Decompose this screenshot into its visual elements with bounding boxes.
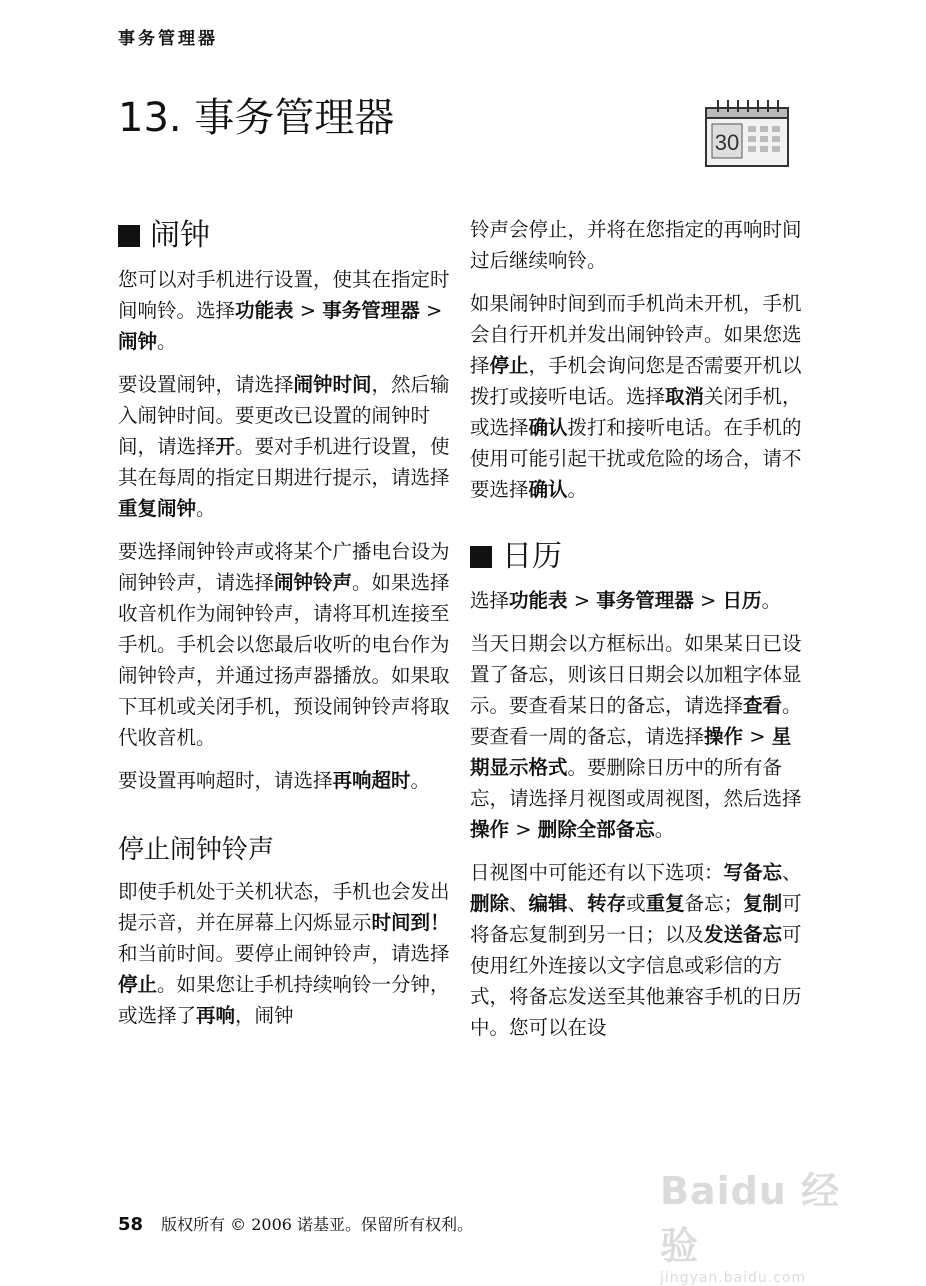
section-square-icon bbox=[470, 546, 492, 568]
page-number: 58 bbox=[118, 1214, 144, 1235]
right-column bbox=[470, 214, 804, 1055]
menu-term: 闹钟时间 bbox=[293, 373, 372, 396]
section-square-icon bbox=[118, 225, 140, 247]
menu-term: 转存 bbox=[587, 892, 627, 915]
menu-term: 重复 bbox=[645, 892, 685, 915]
menu-term: 闹钟 bbox=[118, 330, 158, 353]
menu-term: 停止 bbox=[118, 973, 158, 996]
paragraph: 您可以对手机进行设置，使其在指定时间响铃。选择功能表 > 事务管理器 > 闹钟。 bbox=[118, 268, 450, 353]
menu-term: 操作 bbox=[470, 818, 510, 841]
page-footer bbox=[118, 1212, 473, 1235]
menu-term: 功能表 bbox=[509, 589, 568, 612]
paragraph: 即使手机处于关机状态，手机也会发出提示音，并在屏幕上闪烁显示时间到！和当前时间。要停止闹钟铃声，请选择停止。如果您让手机持续响铃一分钟，或选择了再响，闹钟 bbox=[118, 880, 450, 1027]
left-column bbox=[118, 214, 452, 1043]
section-heading-calendar: 日历 bbox=[470, 535, 804, 579]
calendar-icon-text: 30 bbox=[714, 130, 740, 155]
menu-term: 停止 bbox=[489, 354, 529, 377]
paragraph: 要设置再响超时，请选择再响超时。 bbox=[118, 769, 431, 792]
menu-term: 时间到！ bbox=[371, 911, 450, 934]
menu-term: 再响超时 bbox=[332, 769, 411, 792]
menu-term: 星期显示格式 bbox=[470, 725, 792, 779]
paragraph: 要设置闹钟，请选择闹钟时间，然后输入闹钟时间。要更改已设置的闹钟时间，请选择开。要对手机进行设置，使其在每周的指定日期进行提示，请选择重复闹钟。 bbox=[118, 373, 450, 520]
menu-term: 再响 bbox=[196, 1004, 236, 1027]
running-header: 事务管理器 bbox=[118, 29, 218, 49]
menu-term: 事务管理器 bbox=[322, 299, 420, 322]
paragraph: 如果闹钟时间到而手机尚未开机，手机会自行开机并发出闹钟铃声。如果您选择停止，手机会询问您是否需要开机以拨打或接听电话。选择取消关闭手机，或选择确认拨打和接听电话。在手机的使用可能引起干扰或危险的场合，请不要选择确认。 bbox=[470, 292, 802, 501]
menu-term: 查看 bbox=[743, 694, 783, 717]
calendar-icon bbox=[704, 98, 790, 168]
menu-term: 确认 bbox=[528, 416, 568, 439]
paragraph: 日视图中可能还有以下选项：写备忘、删除、编辑、转存或重复备忘；复制可将备忘复制到另一日；以及发送备忘可使用红外连接以文字信息或彩信的方式，将备忘发送至其他兼容手机的日历中。您可以在设 bbox=[470, 861, 802, 1039]
menu-term: 闹钟铃声 bbox=[274, 571, 353, 594]
menu-term: 删除全部备忘 bbox=[537, 818, 655, 841]
menu-term: 操作 bbox=[704, 725, 744, 748]
menu-term: 写备忘 bbox=[723, 861, 783, 884]
paragraph: 要选择闹钟铃声或将某个广播电台设为闹钟铃声，请选择闹钟铃声。如果选择收音机作为闹钟铃声，请将耳机连接至手机。手机会以您最后收听的电台作为闹钟铃声，并通过扬声器播放。如果取下耳机或关闭手机，预设闹钟铃声将取代收音机。 bbox=[118, 540, 450, 749]
chapter-title: 13. 事务管理器 bbox=[118, 95, 395, 141]
watermark-url: jingyan.baidu.com bbox=[660, 1270, 807, 1286]
menu-term: 发送备忘 bbox=[704, 923, 783, 946]
copyright-text: 版权所有 © 2006 诺基亚。保留所有权利。 bbox=[161, 1215, 474, 1234]
menu-term: 开 bbox=[215, 435, 236, 458]
menu-term: 复制 bbox=[743, 892, 783, 915]
section-heading-alarm: 闹钟 bbox=[118, 214, 452, 258]
watermark bbox=[660, 1160, 850, 1286]
paragraph: 当天日期会以方框标出。如果某日已设置了备忘，则该日日期会以加粗字体显示。要查看某日的备忘，请选择查看。要查看一周的备忘，请选择操作 > 星期显示格式。要删除日历中的所有备忘，请选择月视图或周视图，然后选择操作 > 删除全部备忘。 bbox=[470, 632, 802, 841]
watermark-logo: Baidu 经验 bbox=[660, 1169, 841, 1268]
menu-term: 功能表 bbox=[235, 299, 294, 322]
menu-term: 日历 bbox=[722, 589, 762, 612]
paragraph: 选择功能表 > 事务管理器 > 日历。 bbox=[470, 589, 782, 612]
menu-term: 取消 bbox=[665, 385, 705, 408]
menu-term: 编辑 bbox=[528, 892, 568, 915]
menu-term: 删除 bbox=[470, 892, 510, 915]
paragraph: 铃声会停止，并将在您指定的再响时间过后继续响铃。 bbox=[470, 218, 802, 272]
menu-term: 事务管理器 bbox=[596, 589, 694, 612]
subsection-heading-stop-alarm: 停止闹钟铃声 bbox=[118, 835, 275, 865]
menu-term: 重复闹钟 bbox=[118, 497, 197, 520]
menu-term: 确认 bbox=[528, 478, 568, 501]
